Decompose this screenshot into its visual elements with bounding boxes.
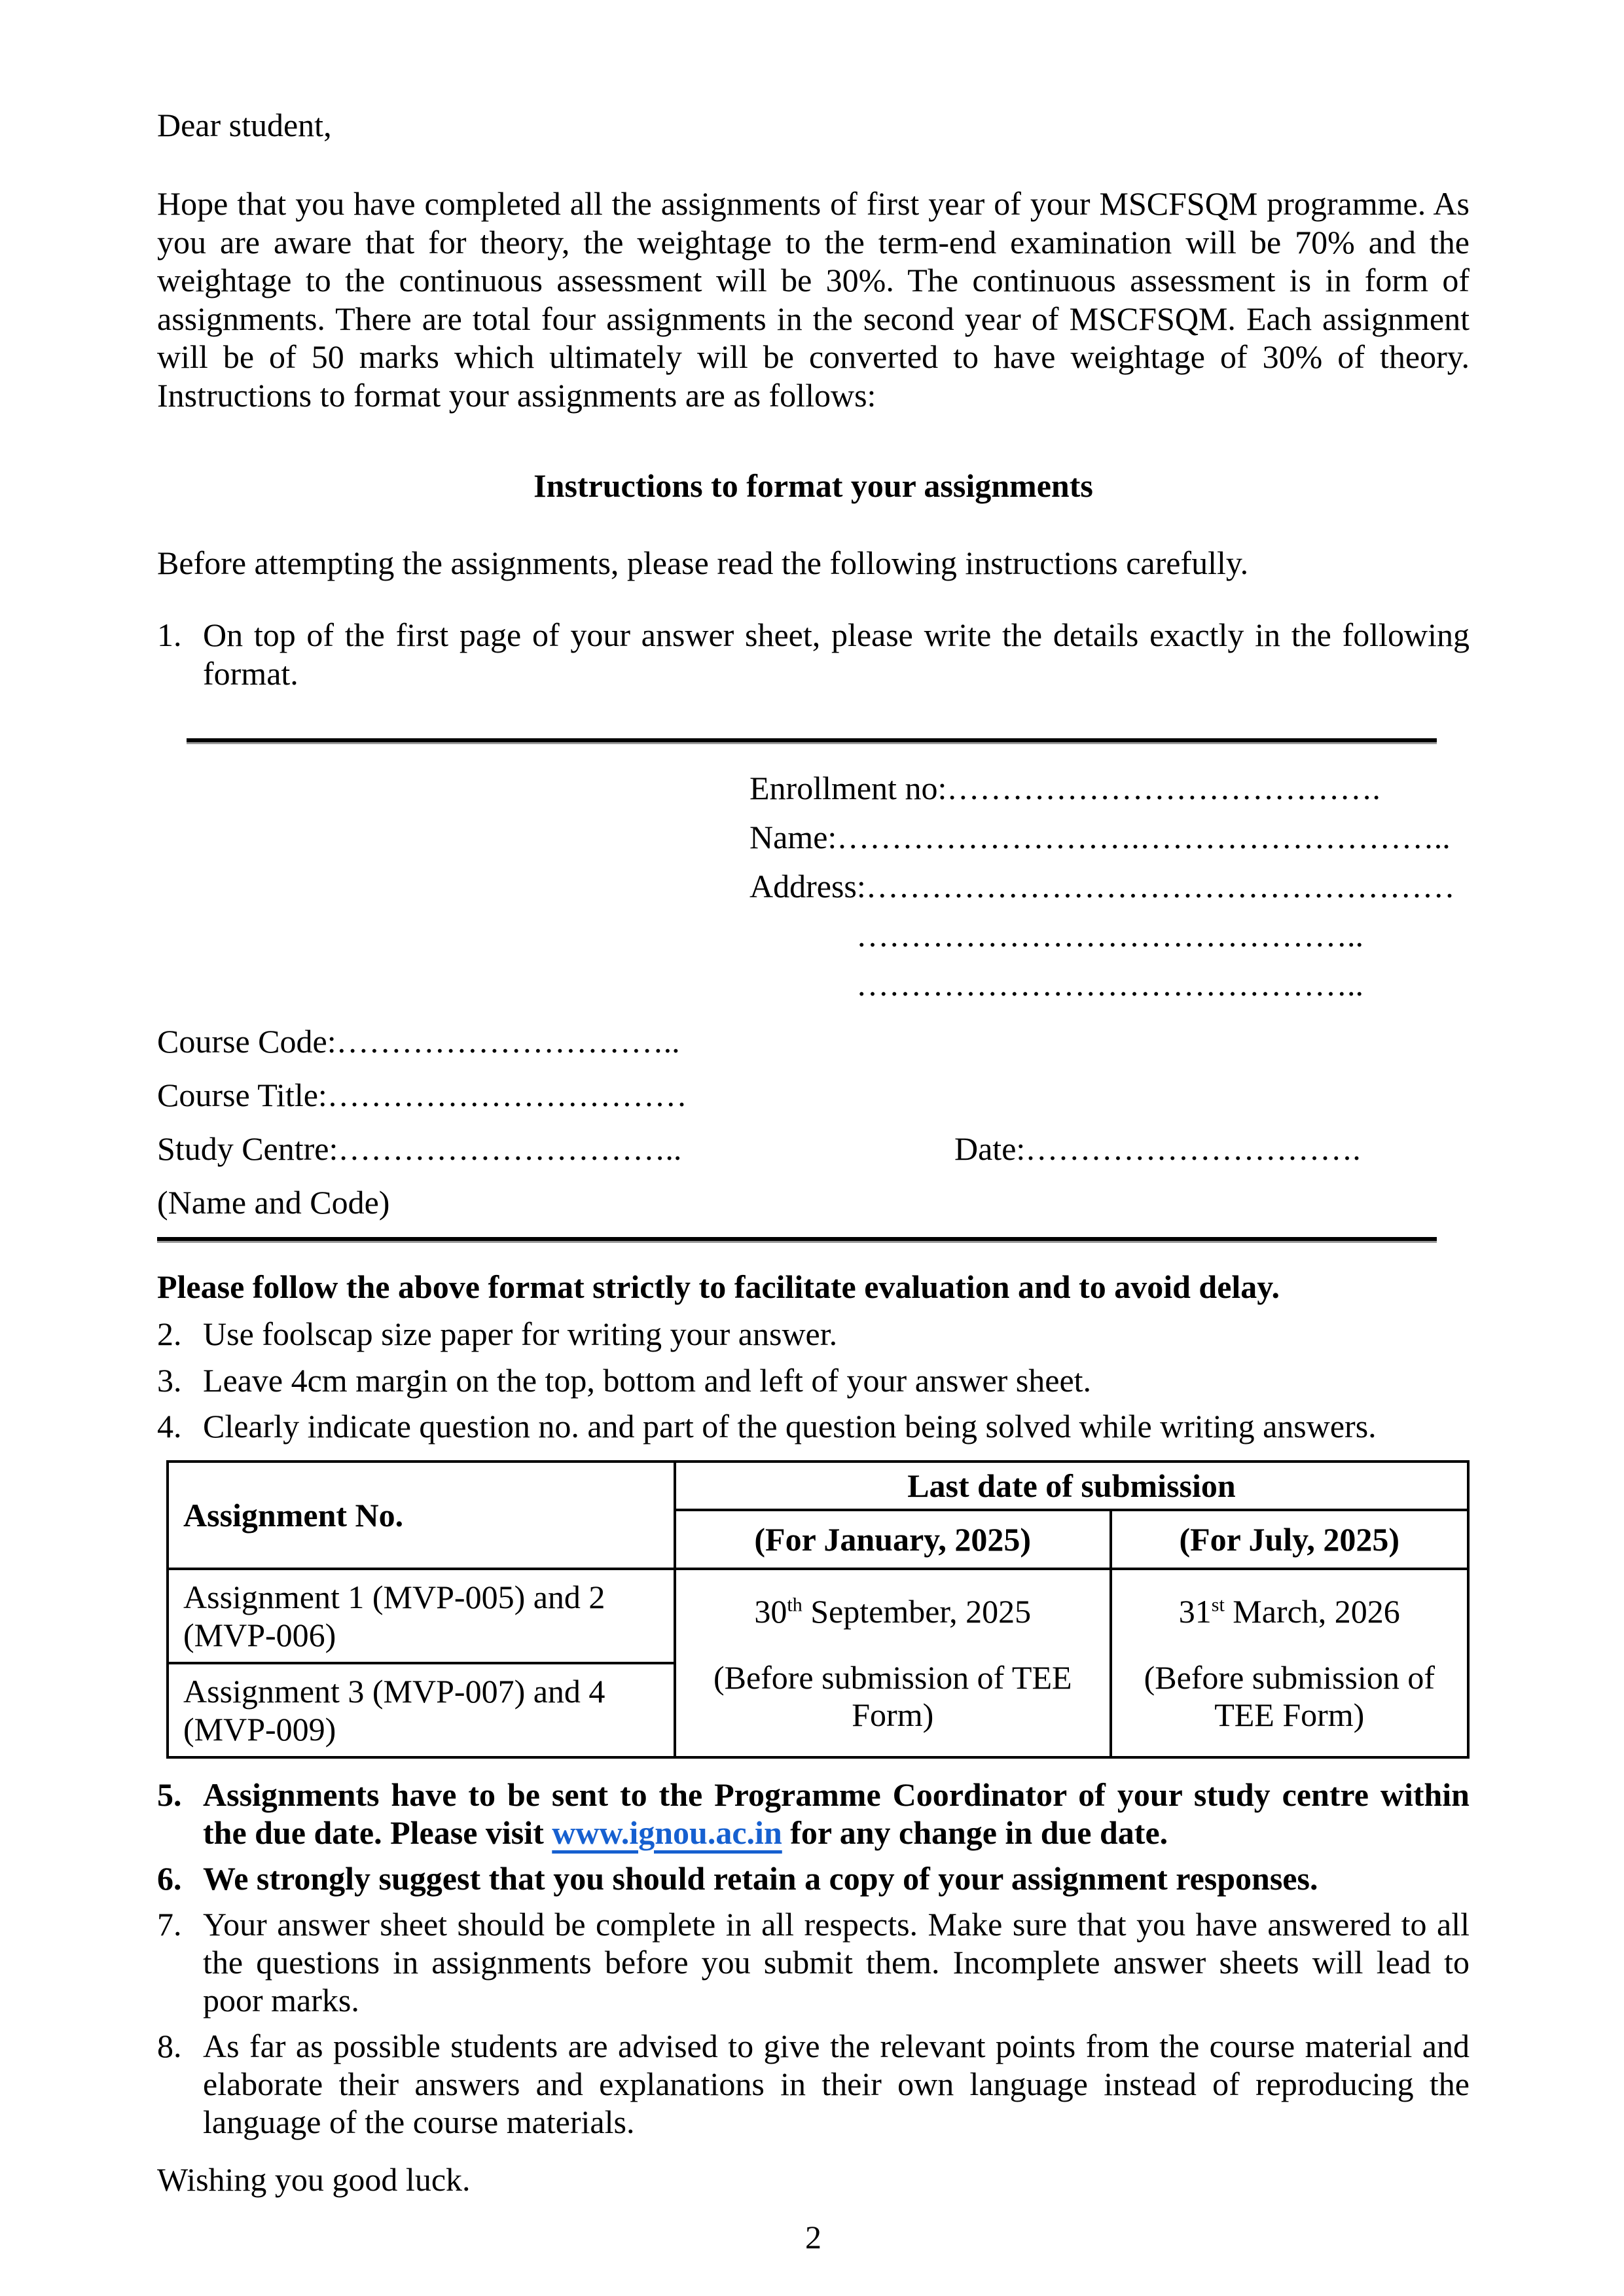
item-number: 7.: [157, 1905, 182, 1943]
instruction-item-4: [157, 1407, 1470, 1446]
ignou-website-link[interactable]: www.ignou.ac.in: [552, 1814, 782, 1851]
instruction-item-6: [157, 1859, 1470, 1897]
july-due-date: 31st March, 2026: [1178, 1592, 1400, 1630]
item-text: On top of the first page of your answer sheet, please write the details exactly in the following format.: [203, 617, 1470, 692]
intro-paragraph: Hope that you have completed all the assignments of first year of your MSCFSQM programme. As you are aware that for theory, the weightage to the term-end examination will be 70% and the weightage to the continuous assessment will be 30%. The continuous assessment is in form of assignments. There are total four assignments in the second year of MSCFSQM. Each assignment will be of 50 marks which ultimately will be converted to have weightage of 30% of theory. Instructions to format your assignments are as follows:: [157, 185, 1470, 414]
ordinal-suffix: st: [1211, 1593, 1225, 1615]
table-cell-january-date: [675, 1569, 1111, 1757]
table-header-last-date: Last date of submission: [675, 1462, 1468, 1510]
page-number: 2: [805, 2218, 821, 2255]
name-and-code-label: (Name and Code): [157, 1184, 390, 1221]
ordinal-suffix: th: [787, 1593, 803, 1615]
item-text: Use foolscap size paper for writing your answer.: [203, 1316, 838, 1352]
study-centre-row: [157, 1130, 1470, 1168]
name-field: Name:……………………….………………………..: [749, 819, 1451, 855]
instruction-item-7: [157, 1905, 1470, 2019]
january-due-note: (Before submission of TEE Form): [713, 1659, 1072, 1733]
enrollment-field: Enrollment no:………………………………….: [749, 770, 1380, 806]
instructions-note: Before attempting the assignments, please read the following instructions carefully.: [157, 545, 1249, 581]
student-details-format: [157, 764, 1470, 1009]
item-text: Leave 4cm margin on the top, bottom and left of your answer sheet.: [203, 1361, 1092, 1399]
item-number: 1.: [157, 617, 182, 653]
item-number: 2.: [157, 1316, 182, 1352]
instruction-item-2: [157, 1315, 1470, 1354]
format-warning: Please follow the above format strictly to facilitate evaluation and to avoid delay.: [157, 1268, 1280, 1305]
item-text: We strongly suggest that you should retain a copy of your assignment responses.: [203, 1859, 1318, 1897]
address-continuation-2: ………………………………………..: [856, 966, 1363, 1003]
table-row-assignment-3-4: Assignment 3 (MVP-007) and 4 (MVP-009): [168, 1663, 675, 1757]
table-row-assignment-1-2: Assignment 1 (MVP-005) and 2 (MVP-006): [168, 1569, 675, 1663]
item-text: As far as possible students are advised to give the relevant points from the course material and elaborate their answers and explanations in their own language instead of reproducing the language of the course materials.: [203, 2027, 1470, 2140]
instruction-item-5: [157, 1776, 1470, 1852]
item-number: 6.: [157, 1859, 182, 1897]
item-text: Clearly indicate question no. and part of the question being solved while writing answers.: [203, 1408, 1377, 1444]
divider-rule-top: [187, 738, 1437, 744]
address-continuation-1: ………………………………………..: [856, 917, 1363, 954]
item-text: Assignments have to be sent to the Programme Coordinator of your study centre within the due date. Please visit www.ignou.ac.in for any change in due date.: [203, 1776, 1470, 1851]
instructions-after-table: [157, 1776, 1470, 2141]
item-text: Your answer sheet should be complete in all respects. Make sure that you have answered to all the questions in assignments before you submit them. Incomplete answer sheets will lead to poor marks.: [203, 1905, 1470, 2018]
address-field: Address:………………………………………………: [749, 868, 1455, 905]
january-due-date: 30th September, 2025: [754, 1592, 1032, 1630]
course-title-field: Course Title:……………………………: [157, 1077, 687, 1113]
item-number: 5.: [157, 1776, 182, 1813]
instruction-item-1: [157, 616, 1470, 692]
submission-dates-table: [166, 1460, 1470, 1759]
instruction-item-8: [157, 2027, 1470, 2141]
date-field: Date:………………………….: [954, 1130, 1361, 1167]
table-header-january: (For January, 2025): [675, 1510, 1111, 1569]
item-number: 8.: [157, 2027, 182, 2064]
study-centre-field: Study Centre:…………………………..: [157, 1130, 682, 1167]
instruction-item-3: [157, 1361, 1470, 1400]
salutation: Dear student,: [157, 107, 332, 143]
table-header-assignment-no: Assignment No.: [168, 1462, 675, 1569]
course-details-format: [157, 1022, 1470, 1221]
table-cell-july-date: [1111, 1569, 1468, 1757]
divider-rule-bottom: [157, 1237, 1437, 1243]
course-code-field: Course Code:…………………………..: [157, 1023, 680, 1060]
table-header-july: (For July, 2025): [1111, 1510, 1468, 1569]
closing-note: Wishing you good luck.: [157, 2161, 471, 2198]
july-due-note: (Before submission of TEE Form): [1144, 1659, 1435, 1733]
item-number: 4.: [157, 1408, 182, 1444]
section-heading: Instructions to format your assignments: [533, 467, 1093, 504]
item-number: 3.: [157, 1361, 182, 1399]
